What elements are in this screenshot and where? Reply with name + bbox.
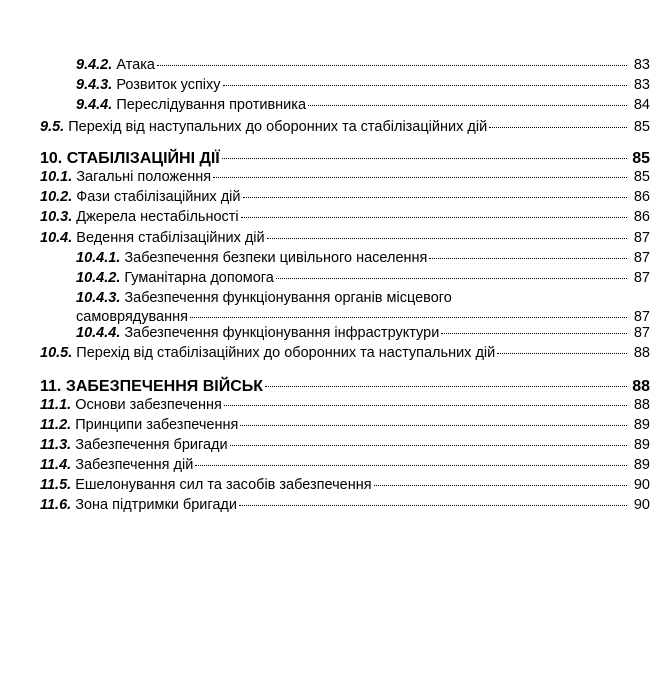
toc-title: Ведення стабілізаційних дій — [76, 230, 265, 246]
toc-number: 10.2. — [40, 189, 73, 205]
toc-number: 10.1. — [40, 169, 73, 185]
dot-leader — [230, 445, 627, 446]
toc-page-number: 83 — [633, 57, 650, 73]
toc-title: Забезпечення бригади — [75, 437, 228, 453]
toc-page-number: 87 — [633, 270, 650, 286]
toc-page-number: 83 — [633, 77, 650, 93]
toc-title: Забезпечення дій — [75, 457, 194, 473]
toc-entry[interactable] — [40, 168, 650, 187]
toc-number: 11.6. — [40, 497, 72, 513]
toc-entry[interactable] — [40, 456, 650, 475]
dot-leader — [241, 217, 627, 218]
toc-number: 10. — [40, 150, 63, 167]
toc-title: Розвиток успіху — [116, 77, 221, 93]
dot-leader — [308, 105, 627, 106]
toc-number: 11.5. — [40, 477, 72, 493]
dot-leader — [157, 65, 627, 66]
toc-title: Перехід від наступальних до оборонних та стабілізаційних дій — [68, 119, 488, 135]
dot-leader — [429, 258, 627, 259]
dot-leader — [267, 238, 627, 239]
toc-entry[interactable] — [40, 118, 650, 137]
dot-leader — [222, 158, 627, 159]
dot-leader — [190, 317, 627, 318]
toc-entry[interactable] — [40, 476, 650, 495]
toc-page-number: 89 — [633, 437, 650, 453]
toc-page-number: 85 — [632, 150, 650, 167]
toc-title: Забезпечення функціонування інфраструктури — [124, 325, 440, 341]
toc-page-number: 90 — [633, 497, 650, 513]
toc-title: ЗАБЕЗПЕЧЕННЯ ВІЙСЬК — [65, 378, 264, 395]
toc-title: Джерела нестабільності — [76, 209, 239, 225]
toc-number: 10.5. — [40, 345, 73, 361]
toc-title: Атака — [116, 57, 155, 73]
toc-entry[interactable] — [40, 188, 650, 207]
dot-leader — [276, 278, 627, 279]
toc-number: 11.2. — [40, 417, 72, 433]
toc-entry[interactable] — [40, 436, 650, 455]
toc-number: 11.3. — [40, 437, 72, 453]
toc-number: 9.4.3. — [76, 77, 113, 93]
dot-leader — [243, 197, 628, 198]
toc-title: Ешелонування сил та засобів забезпечення — [75, 477, 372, 493]
toc-page-number: 86 — [633, 189, 650, 205]
toc-entry[interactable] — [40, 376, 650, 397]
toc-title: Основи забезпечення — [75, 397, 222, 413]
dot-leader — [489, 127, 627, 128]
toc-number: 9.5. — [40, 119, 65, 135]
toc-title: Принципи забезпечення — [75, 417, 239, 433]
dot-leader — [195, 465, 627, 466]
toc-title: Забезпечення безпеки цивільного населення — [124, 250, 428, 266]
toc-entry[interactable] — [40, 269, 650, 288]
dot-leader — [239, 505, 627, 506]
toc-title: Перехід від стабілізаційних до оборонних та наступальних дій — [76, 345, 496, 361]
toc-number: 10.4.4. — [76, 325, 121, 341]
toc-entry[interactable] — [40, 229, 650, 248]
dot-leader — [224, 405, 627, 406]
toc-number: 10.4. — [40, 230, 73, 246]
toc-number: 10.4.3. — [76, 290, 121, 306]
toc-entry[interactable] — [40, 344, 650, 363]
toc-page-number: 88 — [633, 397, 650, 413]
toc-number: 10.3. — [40, 209, 73, 225]
toc-number: 10.4.2. — [76, 270, 121, 286]
toc-number: 9.4.4. — [76, 97, 113, 113]
toc-number: 11.4. — [40, 457, 72, 473]
dot-leader — [223, 85, 627, 86]
toc-title: Гуманітарна допомога — [124, 270, 274, 286]
toc-entry[interactable] — [40, 496, 650, 515]
dot-leader — [213, 177, 627, 178]
toc-entry[interactable] — [40, 56, 650, 75]
toc-page-number: 85 — [633, 119, 650, 135]
toc-page-number: 86 — [633, 209, 650, 225]
toc-entry[interactable] — [40, 396, 650, 415]
toc-entry[interactable] — [40, 96, 650, 115]
toc-title: СТАБІЛІЗАЦІЙНІ ДІЇ — [66, 150, 220, 167]
toc-page-number: 90 — [633, 477, 650, 493]
toc-page-number: 87 — [633, 325, 650, 341]
toc-page-number: 88 — [632, 378, 650, 395]
toc-title-continuation: самоврядування — [76, 309, 188, 325]
toc-page-number: 84 — [633, 97, 650, 113]
toc-entry[interactable] — [40, 416, 650, 435]
dot-leader — [497, 353, 627, 354]
toc-title: Фази стабілізаційних дій — [76, 189, 241, 205]
toc-number: 10.4.1. — [76, 250, 121, 266]
toc-entry[interactable] — [40, 324, 650, 343]
toc-number: 11.1. — [40, 397, 72, 413]
toc-page-number: 87 — [633, 309, 650, 325]
toc-page-number: 85 — [633, 169, 650, 185]
toc-number: 9.4.2. — [76, 57, 113, 73]
toc-number: 11. — [40, 378, 62, 395]
toc-title: Переслідування противника — [116, 97, 307, 113]
dot-leader — [374, 485, 627, 486]
dot-leader — [441, 333, 627, 334]
toc-entry[interactable] — [40, 148, 650, 169]
dot-leader — [240, 425, 627, 426]
toc-title: Зона підтримки бригади — [75, 497, 237, 513]
toc-entry[interactable] — [40, 289, 650, 327]
toc-entry[interactable] — [40, 76, 650, 95]
toc-title: Забезпечення функціонування органів місцевого — [124, 290, 452, 306]
toc-page-number: 87 — [633, 250, 650, 266]
toc-page-number: 88 — [633, 345, 650, 361]
toc-page-number: 89 — [633, 417, 650, 433]
toc-title: Загальні положення — [76, 169, 212, 185]
toc-entry[interactable] — [40, 249, 650, 268]
dot-leader — [265, 386, 627, 387]
toc-page-number: 89 — [633, 457, 650, 473]
toc-entry[interactable] — [40, 208, 650, 227]
toc-page-number: 87 — [633, 230, 650, 246]
